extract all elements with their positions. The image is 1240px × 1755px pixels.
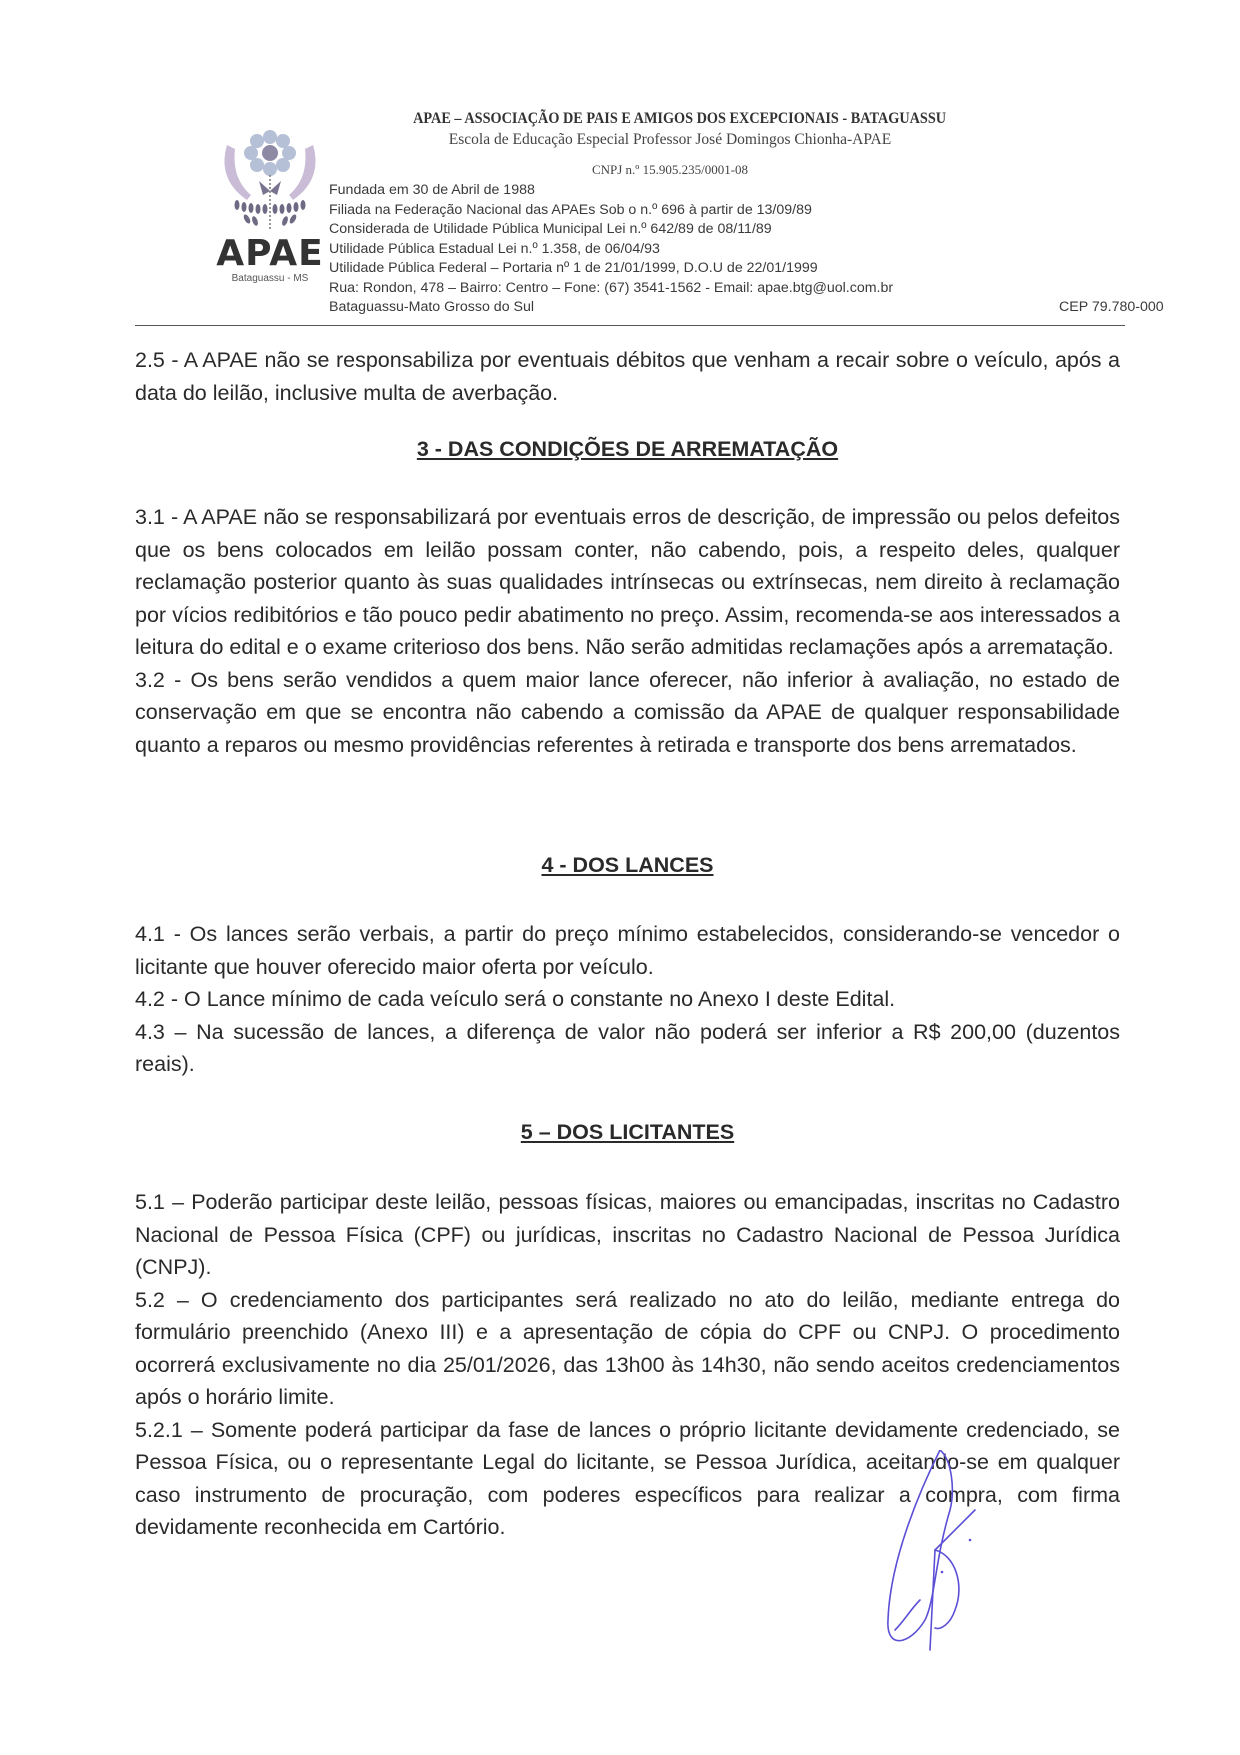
apae-logo — [205, 125, 335, 285]
section-4-body — [135, 918, 1120, 1081]
info-federal: Utilidade Pública Federal – Portaria nº 1 de 21/01/1999, D.O.U de 22/01/1999 — [329, 260, 818, 276]
info-state: Utilidade Pública Estadual Lei n.º 1.358, de 06/04/93 — [329, 240, 660, 257]
paragraph-4-1: 4.1 - Os lances serão verbais, a partir do preço mínimo estabelecidos, considerando-se vencedor o licitante que houver oferecido maior oferta por veículo. — [135, 922, 1120, 979]
info-address: Rua: Rondon, 478 – Bairro: Centro – Fone: (67) 3541-1562 - Email: apae.btg@uol.com.br — [329, 279, 894, 296]
paragraph-3-1: 3.1 - A APAE não se responsabilizará por eventuais erros de descrição, de impressão ou pelos defeitos que os bens colocados em leilão possam conter, não cabendo, pois, a respeito deles, qualquer reclamação posterior quanto às suas qualidades intrínsecas ou extrínsecas, nem direito à reclamação por vícios redibitórios e tão pouco pedir abatimento no preço. Assim, recomenda-se aos interessados a leitura do edital e o exame criterioso dos bens. Não serão admitidas reclamações após a arrematação. — [135, 505, 1120, 659]
paragraph-2-5 — [135, 344, 1120, 409]
flower-hands-emblem-icon — [217, 125, 323, 233]
org-info — [329, 181, 1164, 318]
paragraph-5-2-1: 5.2.1 – Somente poderá participar da fase de lances o próprio licitante devidamente credenciado, se Pessoa Física, ou o representante Legal do licitante, se Pessoa Jurídica, aceitando-se em qualquer caso instrumento de procuração, com poderes específicos para realizar a compra, com firma devidamente reconhecida em Cartório. — [135, 1417, 1120, 1539]
cnpj: CNPJ n.º 15.905.235/0001-08 — [591, 162, 749, 177]
section-3-body — [135, 501, 1120, 761]
section-4-heading: 4 - DOS LANCES — [541, 853, 714, 877]
paragraph-5-1: 5.1 – Poderão participar deste leilão, pessoas físicas, maiores ou emancipadas, inscritas no Cadastro Nacional de Pessoa Física (CPF) ou jurídicas, inscritas no Cadastro Nacional de Pessoa Jurídica (CNPJ). — [135, 1190, 1120, 1279]
paragraph-5-2: 5.2 – O credenciamento dos participantes será realizado no ato do leilão, mediante entrega do formulário preenchido (Anexo III) e a apresentação de cópia do CPF ou CNPJ. O procedimento ocorrerá exclusivamente no dia 25/01/2026, das 13h00 às 14h30, não sendo aceitos credenciamentos após o horário limite. — [135, 1287, 1120, 1409]
section-5-heading: 5 – DOS LICITANTES — [520, 1120, 735, 1144]
org-title: APAE – ASSOCIAÇÃO DE PAIS E AMIGOS DOS EXCEPCIONAIS - BATAGUASSU — [413, 110, 947, 127]
logo-wordmark: APAE — [216, 233, 324, 274]
header-divider — [135, 325, 1125, 326]
info-founded: Fundada em 30 de Abril de 1988 — [329, 182, 535, 198]
paragraph-4-2: 4.2 - O Lance mínimo de cada veículo será o constante no Anexo I deste Edital. — [135, 987, 896, 1011]
section-3-heading: 3 - DAS CONDIÇÕES DE ARREMATAÇÃO — [416, 437, 839, 461]
info-city: Bataguassu-Mato Grosso do Sul — [329, 299, 535, 315]
paragraph-2-5-text: 2.5 - A APAE não se responsabiliza por eventuais débitos que venham a recair sobre o veículo, após a data do leilão, inclusive multa de averbação. — [135, 348, 1120, 405]
info-municipal: Considerada de Utilidade Pública Municipal Lei n.º 642/89 de 08/11/89 — [329, 221, 772, 237]
paragraph-4-3: 4.3 – Na sucessão de lances, a diferença de valor não poderá ser inferior a R$ 200,00 (duzentos reais). — [135, 1019, 1120, 1076]
info-cep: CEP 79.780-000 — [1059, 299, 1164, 315]
paragraph-3-2: 3.2 - Os bens serão vendidos a quem maior lance oferecer, não inferior à avaliação, no estado de conservação em que se encontra não cabendo a comissão da APAE de qualquer responsabilidade quanto a reparos ou mesmo providências referentes à retirada e transporte dos bens arrematados. — [135, 667, 1120, 757]
school-name: Escola de Educação Especial Professor José Domingos Chionha-APAE — [448, 131, 892, 148]
handwritten-signature — [880, 1450, 1060, 1660]
info-federation: Filiada na Federação Nacional das APAEs Sob o n.º 696 à partir de 13/09/89 — [329, 201, 812, 218]
logo-city: Bataguassu - MS — [231, 273, 309, 284]
